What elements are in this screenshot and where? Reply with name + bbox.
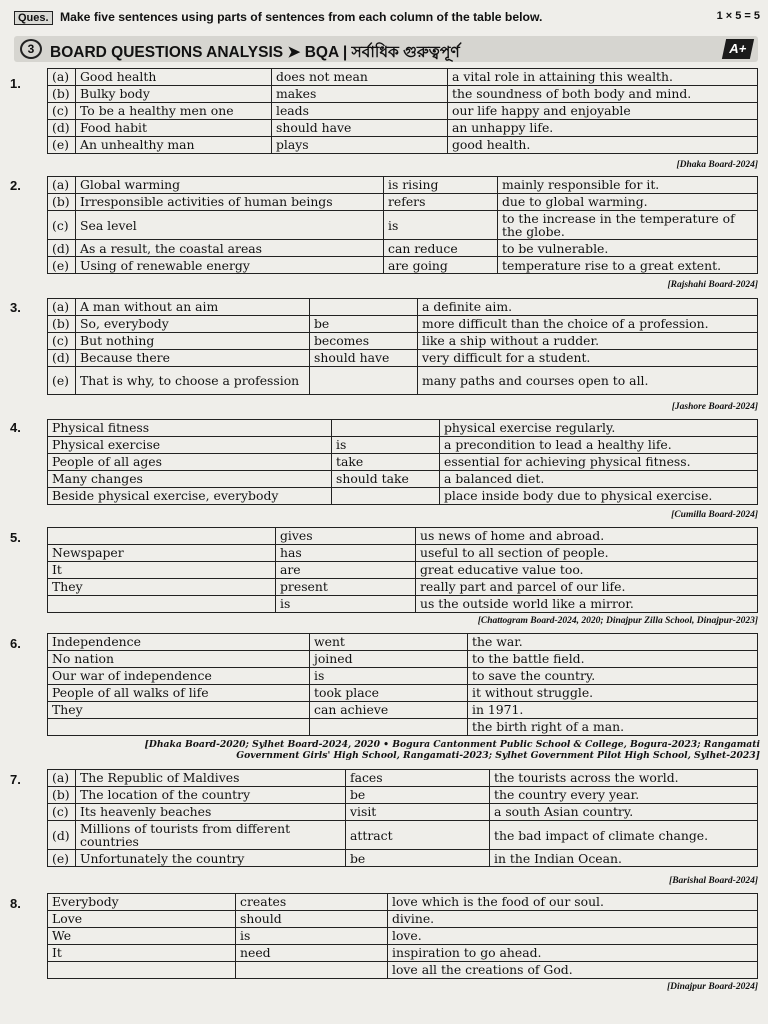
- table-row: [48, 850, 758, 867]
- table-cell: Global warming: [76, 177, 384, 194]
- table-cell: To be a healthy men one: [76, 103, 272, 120]
- table-cell: (e): [48, 367, 76, 395]
- table-cell: [332, 420, 440, 437]
- table-cell: (e): [48, 257, 76, 274]
- table-cell: becomes: [310, 333, 418, 350]
- table-cell: Newspaper: [48, 545, 276, 562]
- table-row: [48, 177, 758, 194]
- table-row: [48, 471, 758, 488]
- table-cell: good health.: [448, 137, 758, 154]
- question-number: 7.: [10, 772, 21, 787]
- question-number: 6.: [10, 636, 21, 651]
- board-reference: [Barishal Board-2024]: [669, 876, 758, 886]
- table-cell: Sea level: [76, 211, 384, 240]
- table-cell: Many changes: [48, 471, 332, 488]
- table-cell: the birth right of a man.: [468, 719, 758, 736]
- table-cell: is: [384, 211, 498, 240]
- table-cell: is: [236, 928, 388, 945]
- table-cell: inspiration to go ahead.: [388, 945, 758, 962]
- table-cell: can achieve: [310, 702, 468, 719]
- table-cell: really part and parcel of our life.: [416, 579, 758, 596]
- table-row: [48, 719, 758, 736]
- table-row: [48, 596, 758, 613]
- question-number: 2.: [10, 178, 21, 193]
- table-cell: (e): [48, 137, 76, 154]
- table-cell: (b): [48, 316, 76, 333]
- table-cell: to the increase in the temperature of the globe.: [498, 211, 758, 240]
- table-cell: They: [48, 702, 310, 719]
- table-cell: the soundness of both body and mind.: [448, 86, 758, 103]
- table-cell: took place: [310, 685, 468, 702]
- table-row: [48, 194, 758, 211]
- table-cell: [236, 962, 388, 979]
- chapter-logo-icon: 3: [20, 39, 42, 59]
- table-cell: can reduce: [384, 240, 498, 257]
- table-cell: Beside physical exercise, everybody: [48, 488, 332, 505]
- table-cell: The location of the country: [76, 787, 346, 804]
- question-number: 8.: [10, 896, 21, 911]
- table-cell: [48, 962, 236, 979]
- table-cell: more difficult than the choice of a profession.: [418, 316, 758, 333]
- table-cell: creates: [236, 894, 388, 911]
- sentence-table-5: [47, 527, 758, 613]
- board-reference: [Dhaka Board-2020; Sylhet Board-2024, 2020 • Bogura Cantonment Public School & College, Bogura-2023; Rangamati Government Girls' High School, Rangamati-2023; Sylhet Government Pilot High School, Sylhet-2023]: [144, 739, 760, 761]
- table-cell: us the outside world like a mirror.: [416, 596, 758, 613]
- table-row: [48, 911, 758, 928]
- question-instruction: [14, 10, 764, 25]
- question-number: 4.: [10, 420, 21, 435]
- sentence-table-2: [47, 176, 758, 274]
- a-plus-badge-icon: A+: [722, 39, 754, 59]
- table-cell: (e): [48, 850, 76, 867]
- table-row: [48, 488, 758, 505]
- table-cell: need: [236, 945, 388, 962]
- table-row: [48, 787, 758, 804]
- table-cell: due to global warming.: [498, 194, 758, 211]
- board-reference: [Chattogram Board-2024, 2020; Dinajpur Zilla School, Dinajpur-2023]: [477, 616, 758, 626]
- table-cell: attract: [346, 821, 490, 850]
- table-cell: should have: [272, 120, 448, 137]
- table-cell: plays: [272, 137, 448, 154]
- table-cell: We: [48, 928, 236, 945]
- table-cell: many paths and courses open to all.: [418, 367, 758, 395]
- table-row: [48, 69, 758, 86]
- table-cell: a vital role in attaining this wealth.: [448, 69, 758, 86]
- table-row: [48, 945, 758, 962]
- table-cell: should: [236, 911, 388, 928]
- table-row: [48, 420, 758, 437]
- table-cell: a definite aim.: [418, 299, 758, 316]
- board-reference: [Rajshahi Board-2024]: [667, 280, 758, 290]
- table-row: [48, 316, 758, 333]
- table-cell: be: [310, 316, 418, 333]
- table-cell: Bulky body: [76, 86, 272, 103]
- table-cell: It: [48, 562, 276, 579]
- table-cell: (a): [48, 69, 76, 86]
- table-cell: is: [310, 668, 468, 685]
- table-cell: refers: [384, 194, 498, 211]
- table-row: [48, 685, 758, 702]
- table-cell: [332, 488, 440, 505]
- table-row: [48, 350, 758, 367]
- table-cell: (b): [48, 86, 76, 103]
- board-reference: [Dinajpur Board-2024]: [666, 982, 758, 992]
- table-cell: be: [346, 850, 490, 867]
- table-row: [48, 120, 758, 137]
- table-cell: As a result, the coastal areas: [76, 240, 384, 257]
- table-cell: temperature rise to a great extent.: [498, 257, 758, 274]
- board-reference: [Cumilla Board-2024]: [671, 510, 758, 520]
- table-row: [48, 211, 758, 240]
- table-cell: (b): [48, 787, 76, 804]
- table-cell: great educative value too.: [416, 562, 758, 579]
- table-cell: Because there: [76, 350, 310, 367]
- table-cell: are going: [384, 257, 498, 274]
- table-row: [48, 894, 758, 911]
- board-reference: [Jashore Board-2024]: [671, 402, 758, 412]
- table-cell: is: [332, 437, 440, 454]
- table-cell: the war.: [468, 634, 758, 651]
- table-cell: People of all ages: [48, 454, 332, 471]
- table-cell: place inside body due to physical exercise.: [440, 488, 758, 505]
- table-cell: essential for achieving physical fitness.: [440, 454, 758, 471]
- table-cell: mainly responsible for it.: [498, 177, 758, 194]
- table-row: [48, 770, 758, 787]
- table-cell: an unhappy life.: [448, 120, 758, 137]
- table-cell: a precondition to lead a healthy life.: [440, 437, 758, 454]
- instruction-text: Make five sentences using parts of sentences from each column of the table below.: [59, 10, 543, 24]
- sentence-table-4: [47, 419, 758, 505]
- table-cell: has: [276, 545, 416, 562]
- table-cell: People of all walks of life: [48, 685, 310, 702]
- table-cell: love all the creations of God.: [388, 962, 758, 979]
- table-cell: An unhealthy man: [76, 137, 272, 154]
- table-cell: present: [276, 579, 416, 596]
- sentence-table-1: [47, 68, 758, 154]
- table-cell: But nothing: [76, 333, 310, 350]
- table-cell: [310, 299, 418, 316]
- table-cell: to save the country.: [468, 668, 758, 685]
- question-number: 1.: [10, 76, 21, 91]
- sentence-table-8: [47, 893, 758, 979]
- table-row: [48, 545, 758, 562]
- table-cell: Our war of independence: [48, 668, 310, 685]
- table-cell: does not mean: [272, 69, 448, 86]
- marks-label: 1 × 5 = 5: [716, 10, 760, 22]
- table-cell: us news of home and abroad.: [416, 528, 758, 545]
- table-cell: (d): [48, 821, 76, 850]
- table-cell: went: [310, 634, 468, 651]
- table-cell: our life happy and enjoyable: [448, 103, 758, 120]
- table-cell: should take: [332, 471, 440, 488]
- table-cell: visit: [346, 804, 490, 821]
- table-cell: divine.: [388, 911, 758, 928]
- sentence-table-6: [47, 633, 758, 736]
- table-cell: (d): [48, 240, 76, 257]
- table-row: [48, 702, 758, 719]
- table-cell: be: [346, 787, 490, 804]
- table-cell: (c): [48, 804, 76, 821]
- table-cell: love.: [388, 928, 758, 945]
- table-cell: (d): [48, 120, 76, 137]
- table-cell: to be vulnerable.: [498, 240, 758, 257]
- table-row: [48, 333, 758, 350]
- table-cell: No nation: [48, 651, 310, 668]
- table-cell: (a): [48, 177, 76, 194]
- table-cell: (a): [48, 299, 76, 316]
- table-cell: joined: [310, 651, 468, 668]
- table-cell: (d): [48, 350, 76, 367]
- table-cell: A man without an aim: [76, 299, 310, 316]
- banner-title: BOARD QUESTIONS ANALYSIS ➤ BQA | সর্বাধিক গুরুত্বপূর্ণ: [50, 44, 460, 61]
- table-row: [48, 240, 758, 257]
- table-cell: Unfortunately the country: [76, 850, 346, 867]
- table-cell: like a ship without a rudder.: [418, 333, 758, 350]
- table-cell: The Republic of Maldives: [76, 770, 346, 787]
- table-cell: a balanced diet.: [440, 471, 758, 488]
- table-cell: leads: [272, 103, 448, 120]
- board-reference: [Dhaka Board-2024]: [676, 160, 758, 170]
- table-cell: (c): [48, 333, 76, 350]
- table-cell: Everybody: [48, 894, 236, 911]
- table-cell: are: [276, 562, 416, 579]
- table-cell: So, everybody: [76, 316, 310, 333]
- table-cell: Its heavenly beaches: [76, 804, 346, 821]
- table-row: [48, 528, 758, 545]
- table-cell: [310, 719, 468, 736]
- table-cell: (c): [48, 211, 76, 240]
- table-row: [48, 579, 758, 596]
- table-cell: it without struggle.: [468, 685, 758, 702]
- table-cell: Physical fitness: [48, 420, 332, 437]
- sentence-table-3: [47, 298, 758, 395]
- table-cell: the country every year.: [490, 787, 758, 804]
- table-cell: Independence: [48, 634, 310, 651]
- table-cell: faces: [346, 770, 490, 787]
- table-cell: [48, 719, 310, 736]
- table-cell: Love: [48, 911, 236, 928]
- ques-tag: Ques.: [14, 11, 53, 25]
- table-row: [48, 454, 758, 471]
- table-row: [48, 103, 758, 120]
- table-cell: (c): [48, 103, 76, 120]
- table-cell: is rising: [384, 177, 498, 194]
- question-number: 5.: [10, 530, 21, 545]
- table-cell: Millions of tourists from different countries: [76, 821, 346, 850]
- table-row: [48, 562, 758, 579]
- table-cell: They: [48, 579, 276, 596]
- table-row: [48, 137, 758, 154]
- table-cell: useful to all section of people.: [416, 545, 758, 562]
- table-cell: (a): [48, 770, 76, 787]
- sentence-table-7: [47, 769, 758, 867]
- table-cell: the bad impact of climate change.: [490, 821, 758, 850]
- table-cell: [48, 528, 276, 545]
- table-cell: physical exercise regularly.: [440, 420, 758, 437]
- table-cell: love which is the food of our soul.: [388, 894, 758, 911]
- table-cell: very difficult for a student.: [418, 350, 758, 367]
- table-cell: a south Asian country.: [490, 804, 758, 821]
- table-cell: That is why, to choose a profession: [76, 367, 310, 395]
- table-cell: Irresponsible activities of human beings: [76, 194, 384, 211]
- table-cell: in 1971.: [468, 702, 758, 719]
- table-cell: [310, 367, 418, 395]
- table-cell: take: [332, 454, 440, 471]
- table-cell: Good health: [76, 69, 272, 86]
- table-row: [48, 367, 758, 395]
- table-row: [48, 634, 758, 651]
- table-cell: (b): [48, 194, 76, 211]
- table-row: [48, 299, 758, 316]
- table-cell: Physical exercise: [48, 437, 332, 454]
- table-cell: Food habit: [76, 120, 272, 137]
- question-number: 3.: [10, 300, 21, 315]
- table-cell: is: [276, 596, 416, 613]
- table-row: [48, 651, 758, 668]
- table-cell: Using of renewable energy: [76, 257, 384, 274]
- table-row: [48, 437, 758, 454]
- table-row: [48, 821, 758, 850]
- table-row: [48, 86, 758, 103]
- table-cell: gives: [276, 528, 416, 545]
- table-cell: makes: [272, 86, 448, 103]
- table-row: [48, 962, 758, 979]
- table-row: [48, 668, 758, 685]
- table-cell: It: [48, 945, 236, 962]
- table-cell: to the battle field.: [468, 651, 758, 668]
- section-banner: [14, 36, 758, 62]
- table-cell: in the Indian Ocean.: [490, 850, 758, 867]
- table-row: [48, 257, 758, 274]
- table-cell: [48, 596, 276, 613]
- table-cell: should have: [310, 350, 418, 367]
- table-cell: the tourists across the world.: [490, 770, 758, 787]
- table-row: [48, 804, 758, 821]
- table-row: [48, 928, 758, 945]
